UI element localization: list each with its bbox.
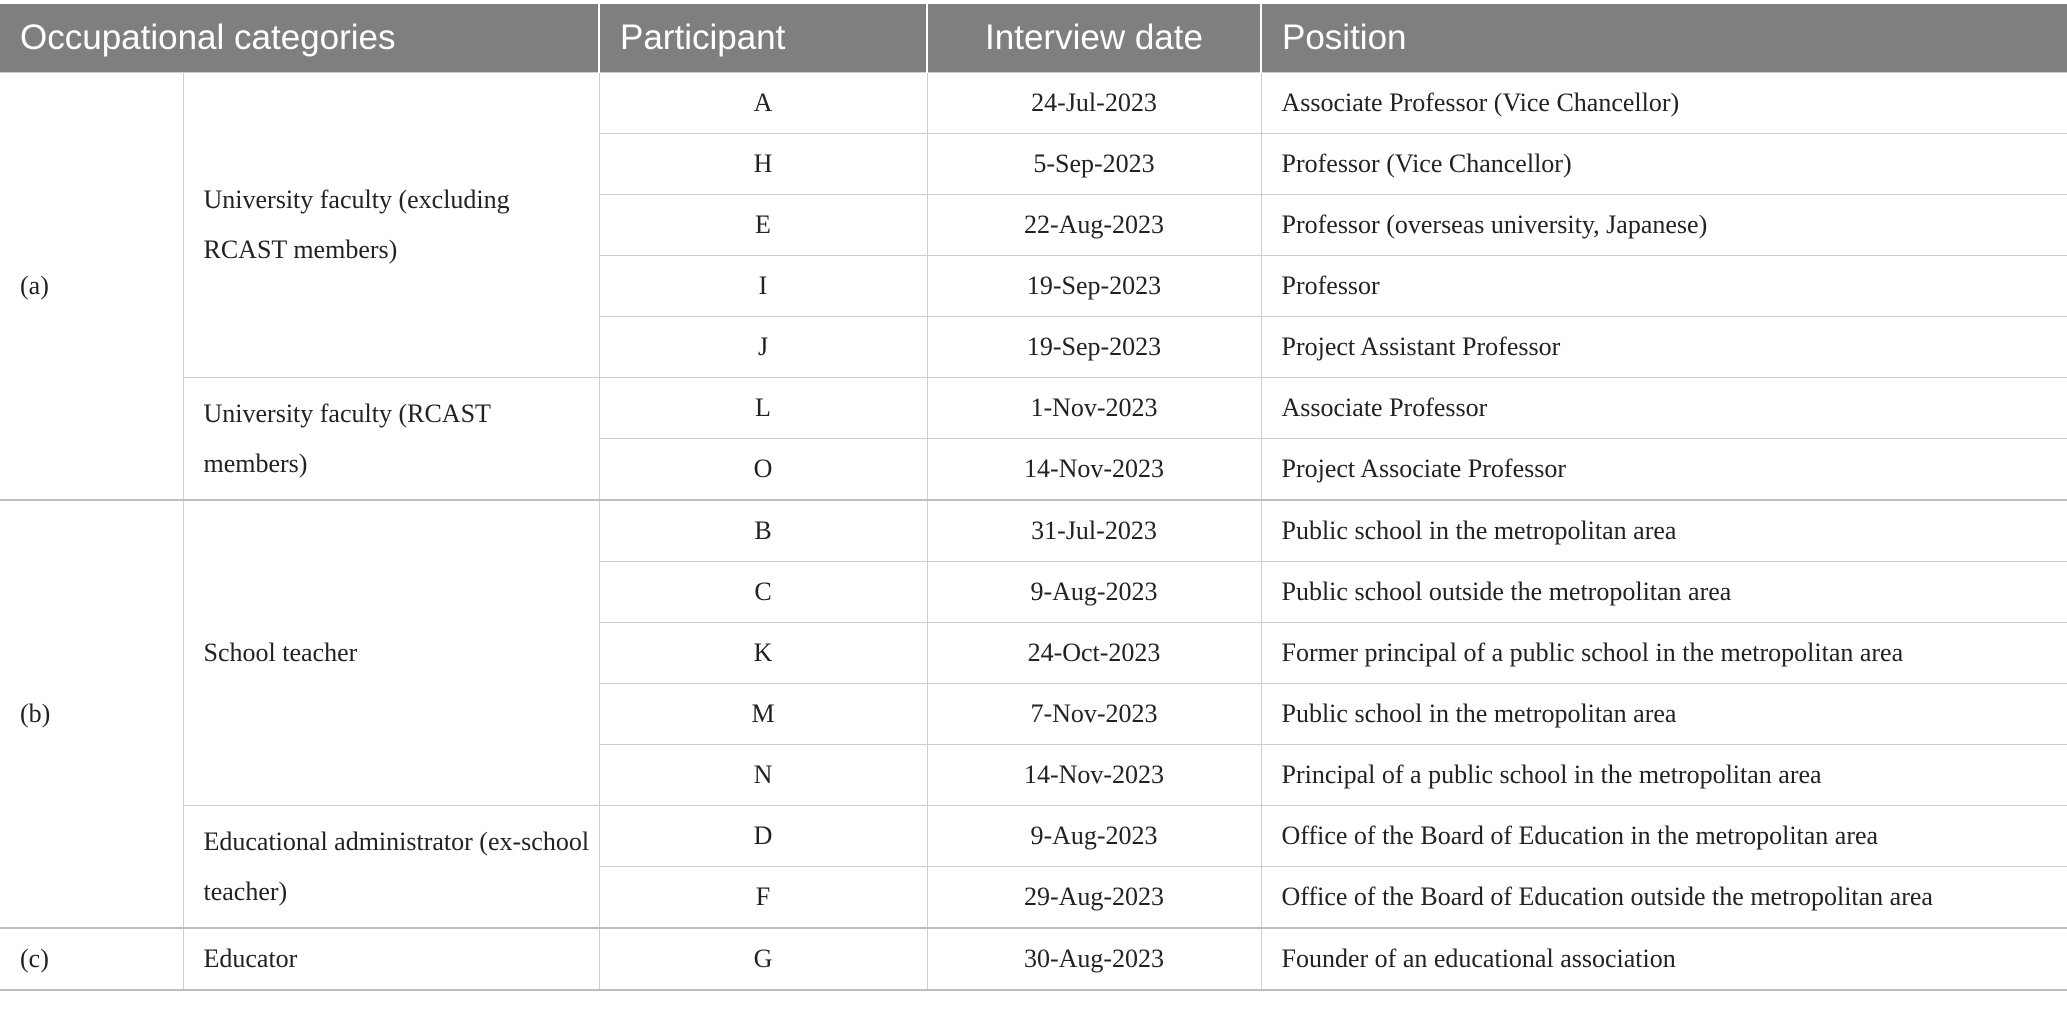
position-cell: Professor (overseas university, Japanese) [1261,195,2067,256]
position-cell: Project Assistant Professor [1261,317,2067,378]
table-row [0,500,2067,562]
participant-cell: A [599,73,927,134]
interview-date-cell: 22-Aug-2023 [927,195,1261,256]
interview-date-cell: 24-Jul-2023 [927,73,1261,134]
interview-date-cell: 29-Aug-2023 [927,867,1261,929]
interview-date-cell: 14-Nov-2023 [927,745,1261,806]
category-label: (b) [0,500,183,928]
participant-cell: C [599,562,927,623]
position-cell: Office of the Board of Education outside the metropolitan area [1261,867,2067,929]
interview-date-cell: 19-Sep-2023 [927,317,1261,378]
participant-cell: F [599,867,927,929]
interview-date-cell: 7-Nov-2023 [927,684,1261,745]
table-row [0,928,2067,990]
participant-cell: B [599,500,927,562]
position-cell: Founder of an educational association [1261,928,2067,990]
participant-cell: K [599,623,927,684]
interview-date-cell: 9-Aug-2023 [927,562,1261,623]
position-cell: Professor (Vice Chancellor) [1261,134,2067,195]
position-cell: Former principal of a public school in the metropolitan area [1261,623,2067,684]
table-row [0,73,2067,134]
position-cell: Associate Professor (Vice Chancellor) [1261,73,2067,134]
position-cell: Project Associate Professor [1261,439,2067,501]
participant-cell: M [599,684,927,745]
participant-cell: D [599,806,927,867]
subcategory-label: University faculty (RCAST members) [183,378,599,501]
position-cell: Associate Professor [1261,378,2067,439]
table-body [0,73,2067,991]
subcategory-label: School teacher [183,500,599,806]
interview-date-cell: 14-Nov-2023 [927,439,1261,501]
participant-cell: J [599,317,927,378]
subcategory-label: Educational administrator (ex-school teacher) [183,806,599,929]
table-row [0,378,2067,439]
position-cell: Public school in the metropolitan area [1261,684,2067,745]
interview-date-cell: 9-Aug-2023 [927,806,1261,867]
interview-date-cell: 24-Oct-2023 [927,623,1261,684]
participants-table [0,4,2067,991]
position-cell: Office of the Board of Education in the metropolitan area [1261,806,2067,867]
participant-cell: I [599,256,927,317]
table-row [0,806,2067,867]
header-position: Position [1261,4,2067,73]
header-interview-date: Interview date [927,4,1261,73]
position-cell: Public school outside the metropolitan area [1261,562,2067,623]
position-cell: Principal of a public school in the metropolitan area [1261,745,2067,806]
participant-cell: H [599,134,927,195]
header-row [0,4,2067,73]
interview-date-cell: 5-Sep-2023 [927,134,1261,195]
position-cell: Public school in the metropolitan area [1261,500,2067,562]
subcategory-label: University faculty (excluding RCAST members) [183,73,599,378]
header-occupational-categories: Occupational categories [0,4,599,73]
subcategory-label: Educator [183,928,599,990]
header-participant: Participant [599,4,927,73]
position-cell: Professor [1261,256,2067,317]
participant-cell: L [599,378,927,439]
participant-cell: E [599,195,927,256]
participant-cell: O [599,439,927,501]
interview-date-cell: 30-Aug-2023 [927,928,1261,990]
interview-date-cell: 31-Jul-2023 [927,500,1261,562]
category-label: (a) [0,73,183,501]
participant-cell: N [599,745,927,806]
category-label: (c) [0,928,183,990]
interview-date-cell: 1-Nov-2023 [927,378,1261,439]
table-header [0,4,2067,73]
participant-cell: G [599,928,927,990]
interview-date-cell: 19-Sep-2023 [927,256,1261,317]
